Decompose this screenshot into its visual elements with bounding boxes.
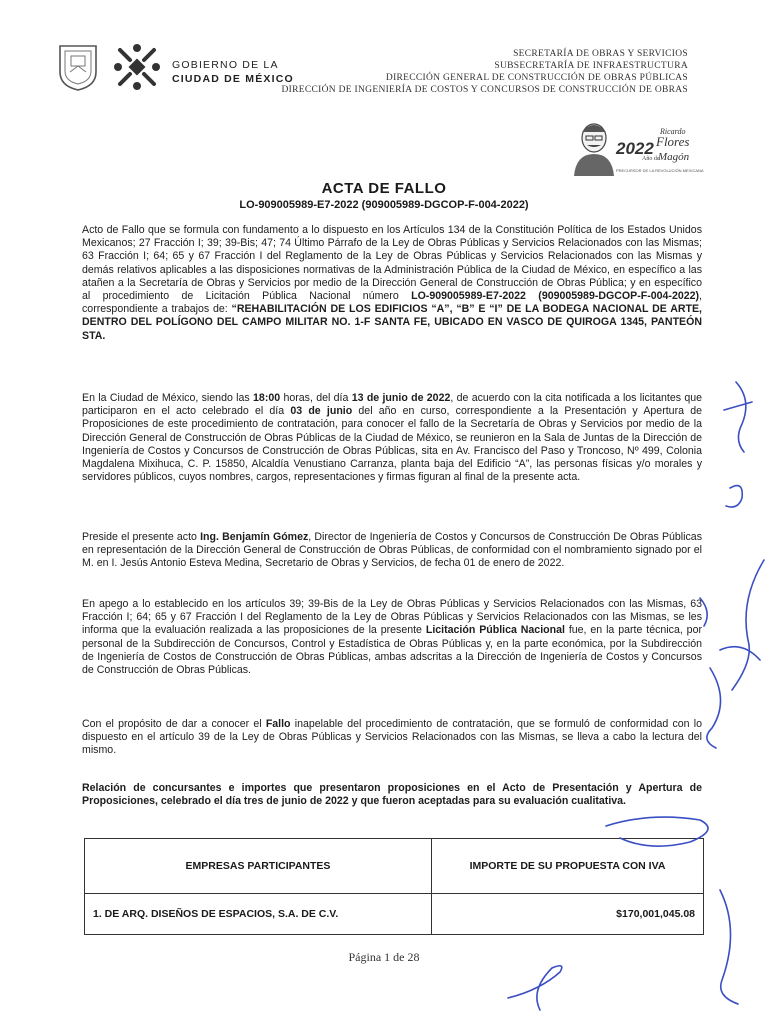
text-run: horas, del día — [280, 392, 352, 404]
table-header-amount: IMPORTE DE SU PROPUESTA CON IVA — [432, 839, 704, 894]
year-badge — [572, 112, 704, 178]
dependency-line: DIRECCIÓN DE INGENIERÍA DE COSTOS Y CONCURSOS DE CONSTRUCCIÓN DE OBRAS — [281, 85, 688, 95]
text-run: , correspondiente a trabajos de: — [82, 290, 702, 316]
bold-run: Ing. Benjamín Gómez — [200, 531, 309, 543]
table-header-company: EMPRESAS PARTICIPANTES — [85, 839, 432, 894]
paragraph-legal-basis — [82, 224, 702, 343]
signature-mark — [726, 486, 742, 507]
table-row — [85, 894, 704, 935]
paragraph-presider — [82, 531, 702, 571]
bold-run: Fallo — [265, 718, 291, 730]
dependency-line: DIRECCIÓN GENERAL DE CONSTRUCCIÓN DE OBRAS PÚBLICAS — [385, 73, 688, 83]
text-run: fue, en la parte técnica, por personal de la Subdirección de Concursos, Control y Estadística de Obras Públicas y, en la parte económica, por la Subdirección de Ingeniería de Costos de Construcción de Obras Públicas, ambas adscritas a la Dirección de Ingeniería de Costos y Concursos de Construcción de Obras Públicas. — [82, 624, 702, 677]
badge-year: 2022 — [616, 139, 654, 158]
portrait-icon — [574, 124, 614, 176]
bidders-table — [84, 838, 704, 935]
signature-mark — [720, 560, 764, 690]
dependency-line: SUBSECRETARÍA DE INFRAESTRUCTURA — [494, 61, 688, 71]
dependency-lines — [282, 48, 688, 96]
document-subtitle: LO-909005989-E7-2022 (909005989-DGCOP-F-004-2022) — [239, 199, 529, 211]
text-run: Con el propósito de dar a conocer el — [82, 718, 266, 730]
page-number: Página 1 de 28 — [348, 950, 420, 964]
text-run: Preside el presente acto — [82, 531, 201, 543]
bold-run: LO-909005989-E7-2022 (909005989-DGCOP-F-004-2022) — [411, 290, 700, 303]
paragraph-purpose — [82, 718, 702, 758]
table-cell-company: 1. DE ARQ. DISEÑOS DE ESPACIOS, S.A. DE C.V. — [85, 894, 432, 935]
table-header-row — [85, 839, 704, 894]
signature-mark — [707, 668, 721, 748]
dependency-line: SECRETARÍA DE OBRAS Y SERVICIOS — [513, 49, 688, 59]
paragraph-evaluation — [82, 598, 702, 677]
bold-run: Licitación Pública Nacional — [425, 624, 565, 637]
signature-mark — [508, 966, 562, 1010]
government-name — [172, 58, 294, 86]
text-run: del año en curso, correspondiente a la Presentación y Apertura de Proposiciones de este procedimiento de contratación, para conocer el fallo de la Secretaría de Obras y Servicios por medio de la Dirección General de Construcción de Obras Públicas de la Ciudad de México, se reunieron en la Sala de Juntas de la Dirección de Ingeniería de Costos y Concursos de Construcción de Obras Públicas, sita en Av. Francisco del Paso y Troncoso, Nº 499, Colonia Magdalena Mixihuca, C. P. 15850, Alcaldía Venustiano Carranza, planta baja del Edificio “A”, las personas físicas y/o morales y servidores públicos, cuyos nombres, cargos, representaciones y firmas figuran al final de la presente acta. — [82, 405, 702, 484]
paragraph-meeting — [82, 392, 702, 484]
coat-of-arms-icon — [56, 42, 100, 92]
bold-run: 18:00 — [253, 392, 281, 404]
text-run: , de acuerdo con la cita notificada a los licitantes que participaron en el acto celebrado el día — [82, 392, 703, 418]
text-run: inapelable del procedimiento de contratación, que se formuló de conformidad con lo dispuesto en el artículo 39 de la Ley de Obras Públicas y Servicios Relacionados con las Mismas, se lleva a cabo la lectura del mismo. — [82, 718, 702, 757]
gov-line-2: CIUDAD DE MÉXICO — [172, 73, 294, 85]
cdmx-logo-icon — [112, 42, 162, 92]
badge-name-2: Flores — [656, 134, 690, 149]
gov-line-1: GOBIERNO DE LA — [172, 59, 279, 71]
table-cell-amount: $170,001,045.08 — [432, 894, 704, 935]
signature-mark — [724, 382, 752, 452]
text-run: En la Ciudad de México, siendo las — [82, 392, 254, 404]
paragraph-relation-heading: Relación de concursantes e importes que presentaron proposiciones en el Acto de Presentación y Apertura de Proposiciones, celebrado el día tres de junio de 2022 y que fueron aceptadas para su evaluación cualitativa. — [82, 782, 702, 808]
bold-run: “REHABILITACIÓN DE LOS EDIFICIOS “A”, “B” E “I” DE LA BODEGA NACIONAL DE ARTE, DENTRO DEL POLÍGONO DEL CAMPO MILITAR NO. 1-F SANTA FE, UBICADO EN VASCO DE QUIROGA 1345, PANTEÓN STA. — [82, 303, 702, 342]
badge-small: PRECURSOR DE LA REVOLUCIÓN MEXICANA — [616, 168, 704, 173]
text-run: En apego a lo establecido en los artículos 39; 39-Bis de la Ley de Obras Públicas y Servicios Relacionados con las Mismas, 63 Fracción I; 64; 65 y 67 Fracción I del Reglamento de la Ley de Obras Públicas y Servicios Relacionados con las Mismas, se les informa que la evaluación realizada a las proposiciones de la presente — [82, 598, 702, 637]
signature-mark — [720, 890, 738, 1004]
bold-run: 13 de junio de 2022 — [351, 392, 451, 404]
text-run: Acto de Fallo que se formula con fundamento a lo dispuesto en los Artículos 134 de la Constitución Política de los Estados Unidos Mexicanos; 27 Fracción I; 39; 39-Bis; 47; 74 Último Párrafo de la Ley de Obras Públicas y Servicios Relacionados con las Mismas; 63 Fracción I; 64; 65 y 67 Fracción I del Reglamento de la Ley de Obras Públicas y Servicios Relacionados con las Mismas y demás relativos aplicables a las disposiciones normativas de la Administración Pública de la Ciudad de México, en específico a las atañen a la Secretaría de Obras y Servicios por medio de la Dirección General de Construcción de Obras Pública; y en específico al procedimiento de Licitación Pública Nacional número — [82, 224, 702, 303]
badge-name-3: Magón — [658, 151, 690, 163]
bold-run: 03 de junio — [290, 405, 353, 418]
text-run: , Director de Ingeniería de Costos y Concursos de Construcción De Obras Públicas en representación de la Dirección General de Construcción de Obras Públicas, de conformidad con el nombramiento signado por el M. en I. Jesús Antonio Esteva Medina, Secretario de Obras y Servicios, de fecha 01 de enero de 2022. — [82, 531, 702, 570]
badge-sub: Año de — [642, 156, 660, 162]
badge-name-1: Ricardo — [660, 127, 686, 136]
document-title: ACTA DE FALLO — [321, 180, 447, 197]
